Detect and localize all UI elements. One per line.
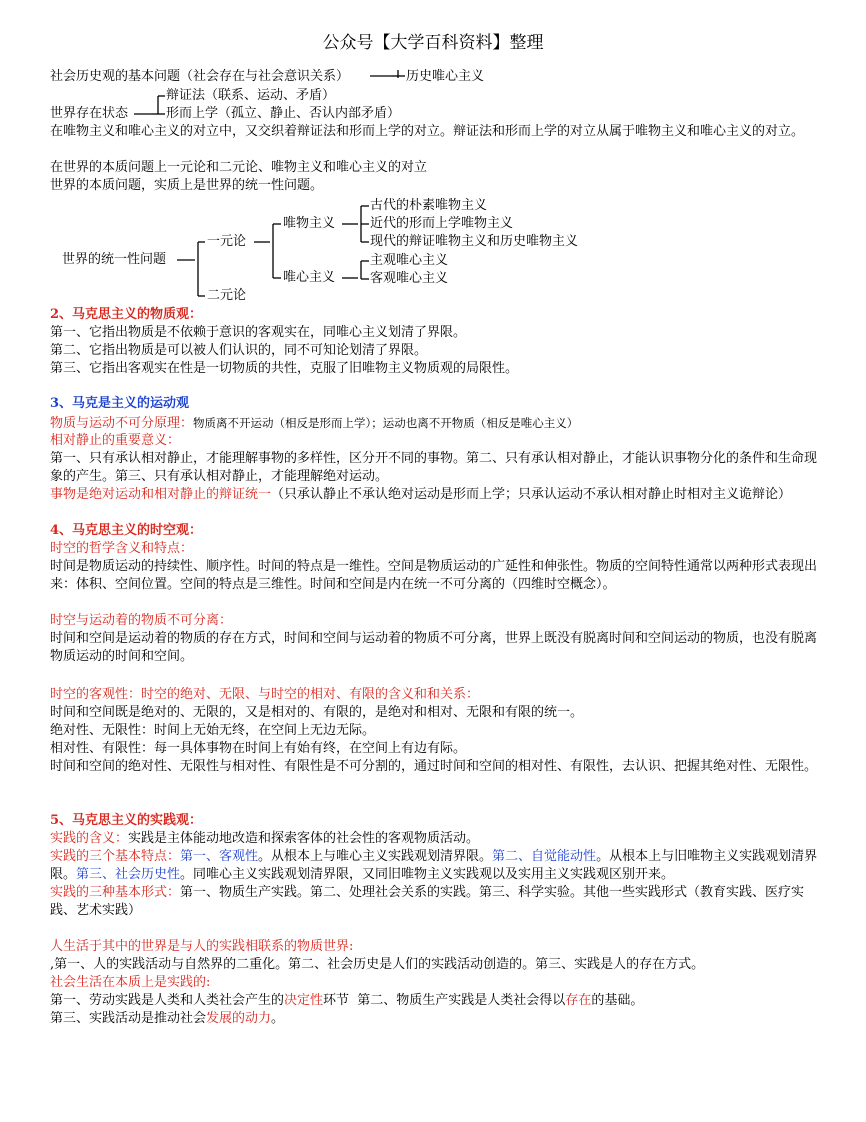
- practice-world-heading: 人生活于其中的世界是与人的实践相联系的物质世界:: [50, 939, 354, 954]
- inseparable-text: 物质离不开运动（相反是形而上学）；运动也离不开物质（相反是唯心主义）: [193, 416, 579, 430]
- tree-idealism: 唯心主义: [283, 270, 336, 285]
- tree-mat-item: 古代的朴素唯物主义: [370, 198, 488, 213]
- inseparable-label: 物质与运动不可分原理：: [50, 416, 194, 431]
- practice-forms-label: 实践的三种基本形式：: [50, 885, 181, 900]
- unity-paragraph: [50, 486, 820, 504]
- feature-2-label: 第二、自觉能动性: [492, 849, 597, 864]
- spacetime-objectivity-line: 绝对性、无限性：时间上无始无终，在空间上无边无际。: [50, 723, 376, 738]
- spacetime-meaning-heading: 时空的哲学含义和特点：: [50, 541, 194, 556]
- basic-question-line: [50, 68, 349, 86]
- tree-ide-item: 主观唯心主义: [370, 253, 449, 268]
- practice-features-label: 实践的三个基本特点：: [50, 849, 181, 864]
- practice-essence-heading: 社会生活在本质上是实践的:: [50, 975, 211, 990]
- essence-1-highlight-a: 决定性: [284, 993, 324, 1008]
- intro-paragraph-1: 在唯物主义和唯心主义的对立中，又交织着辩证法和形而上学的对立。辩证法和形而上学的对立从属于唯物主义和唯心主义的对立。: [50, 124, 805, 139]
- state-branch-metaphysics: 形而上学（孤立、静止、否认内部矛盾）: [166, 106, 401, 121]
- state-label: 世界存在状态: [50, 106, 129, 121]
- practice-features-paragraph: [50, 848, 820, 884]
- spacetime-insep-text: 时间和空间是运动着的物质的存在方式，时间和空间与运动着的物质不可分离，世界上既没有脱离时间和空间运动的物质，也没有脱离物质运动的时间和空间。: [50, 631, 818, 664]
- feature-3-label: 第三、社会历史性: [76, 867, 181, 882]
- practice-essence-line-2: [50, 1010, 284, 1028]
- basic-question-branch: 历史唯心主义: [406, 69, 485, 84]
- spacetime-meaning-text: 时间是物质运动的持续性、顺序性。时间的特点是一维性。空间是物质运动的广延性和伸张性。物质的空间特性通常以两种形式表现出来：体积、空间位置。空间的特点是三维性。时间和空间是内在统一不可分离的（四维时空概念）。: [50, 559, 818, 592]
- tree-materialism: 唯物主义: [283, 216, 336, 231]
- essence-1-text-b: 环节 第二、物质生产实践是人类社会得以: [323, 993, 566, 1008]
- spacetime-insep-heading: 时空与运动着的物质不可分离：: [50, 613, 233, 628]
- essence-2-text-b: 。: [271, 1011, 285, 1026]
- section-3-heading: 3、马克是主义的运动观: [50, 396, 190, 411]
- practice-meaning-label: 实践的含义：: [50, 831, 129, 846]
- unity-text: （只承认静止不承认绝对运动是形而上学；只承认运动不承认相对静止时相对主义诡辩论）: [271, 487, 792, 502]
- practice-essence-line-1: [50, 992, 643, 1010]
- unity-label: 事物是绝对运动和相对静止的辩证统一: [50, 487, 272, 502]
- essence-1-text-a: 第一、劳动实践是人类和人类社会产生的: [50, 993, 285, 1008]
- section-2-line: 第一、它指出物质是不依赖于意识的客观实在，同唯心主义划清了界限。: [50, 325, 467, 340]
- section-2-line: 第二、它指出物质是可以被人们认识的，同不可知论划清了界限。: [50, 343, 428, 358]
- rest-heading: 相对静止的重要意义：: [50, 433, 181, 448]
- practice-forms-paragraph: [50, 884, 820, 920]
- spacetime-objectivity-line: 时间和空间既是绝对的、无限的，又是相对的、有限的，是绝对和相对、无限和有限的统一。: [50, 705, 584, 720]
- tree-mat-item: 近代的形而上学唯物主义: [370, 216, 514, 231]
- section-2-heading: 2、马克思主义的物质观：: [50, 307, 203, 322]
- section-4-heading: 4、马克思主义的时空观：: [50, 523, 203, 538]
- essence-1-highlight-b: 存在: [565, 993, 592, 1008]
- section-5-heading: 5、马克思主义的实践观：: [50, 813, 203, 828]
- tree-ide-item: 客观唯心主义: [370, 271, 449, 286]
- feature-1-text: 。从根本上与唯心主义实践观划清界限。: [258, 849, 493, 864]
- basic-question-text: 社会历史观的基本问题（社会存在与社会意识关系）: [50, 69, 350, 84]
- practice-forms-text: 第一、物质生产实践。第二、处理社会关系的实践。第三、科学实验。其他一些实践形式（教育实践、医疗实践、艺术实践）: [50, 885, 805, 918]
- section-2-line: 第三、它指出客观实在性是一切物质的共性，克服了旧唯物主义物质观的局限性。: [50, 361, 519, 376]
- intro-paragraph-2: 在世界的本质问题上一元论和二元论、唯物主义和唯心主义的对立: [50, 160, 428, 175]
- spacetime-objectivity-last: 时间和空间的绝对性、无限性与相对性、有限性是不可分割的，通过时间和空间的相对性、有限性，去认识、把握其绝对性、无限性。: [50, 759, 818, 774]
- spacetime-objectivity-heading: 时空的客观性：时空的绝对、无限、与时空的相对、有限的含义和和关系：: [50, 687, 480, 702]
- intro-paragraph-3: 世界的本质问题，实质上是世界的统一性问题。: [50, 178, 324, 193]
- inseparable-line: [50, 414, 578, 433]
- practice-meaning-text: 实践是主体能动地改造和探索客体的社会性的客观物质活动。: [128, 831, 480, 846]
- feature-1-label: 第一、客观性: [180, 849, 259, 864]
- tree-dualism: 二元论: [207, 288, 247, 303]
- state-branch-dialectics: 辩证法（联系、运动、矛盾）: [166, 88, 336, 103]
- tree-mat-item: 现代的辩证唯物主义和历史唯物主义: [370, 234, 579, 249]
- spacetime-objectivity-line: 相对性、有限性：每一具体事物在时间上有始有终，在空间上有边有际。: [50, 741, 467, 756]
- practice-meaning-line: [50, 830, 479, 848]
- practice-world-text: ,第一、人的实践活动与自然界的二重化。第二、社会历史是人们的实践活动创造的。第三、实践是人的存在方式。: [50, 957, 705, 972]
- rest-text: 第一、只有承认相对静止，才能理解事物的多样性，区分开不同的事物。第二、只有承认相对静止，才能认识事物分化的条件和生命现象的产生。第三、只有承认相对静止，才能理解绝对运动。: [50, 451, 818, 484]
- feature-3-text: 。同唯心主义实践观划清界限，又同旧唯物主义实践观以及实用主义实践观区别开来。: [180, 867, 675, 882]
- essence-2-text-a: 第三、实践活动是推动社会: [50, 1011, 207, 1026]
- tree-monism: 一元论: [207, 234, 247, 249]
- essence-2-highlight: 发展的动力: [206, 1011, 272, 1026]
- page-title: 公众号【大学百科资料】整理: [322, 33, 544, 53]
- feature-2-text: 。从根本上与旧唯物主义实践观划清界限。: [50, 849, 818, 882]
- essence-1-text-c: 的基础。: [591, 993, 644, 1008]
- tree-root: 世界的统一性问题: [62, 252, 167, 267]
